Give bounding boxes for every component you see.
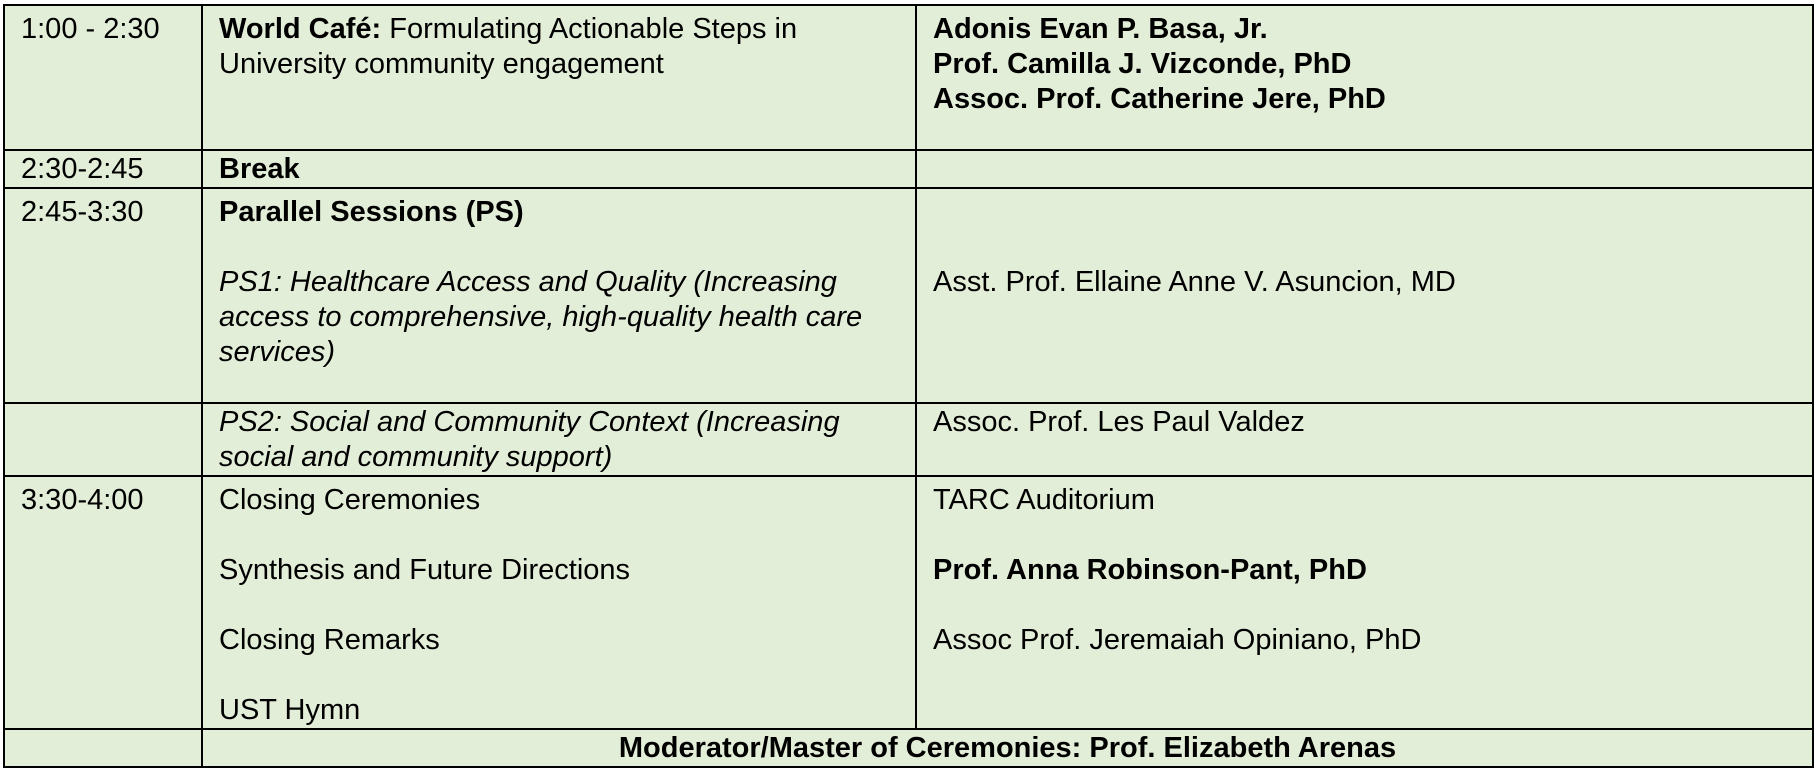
table-row xyxy=(4,5,1813,150)
activity-description: Formulating Actionable Steps in University community engagement xyxy=(219,13,798,80)
parallel-session-2: PS2: Social and Community Context (Increasing social and community support) xyxy=(219,406,840,473)
activity-cell xyxy=(202,403,916,476)
speaker-suffix: , PhD xyxy=(1292,554,1367,586)
activity-cell xyxy=(202,476,916,729)
moderator-text: Moderator/Master of Ceremonies: Prof. Elizabeth Arenas xyxy=(618,732,1397,764)
speaker-name: Assoc. Prof. Les Paul Valdez xyxy=(933,406,1305,438)
venue-text: TARC Auditorium xyxy=(933,484,1155,516)
speaker-name: Prof. Anna Robinson-Pant xyxy=(933,554,1293,586)
table-row xyxy=(4,150,1813,188)
activity-title: World Café: xyxy=(219,13,382,45)
table-row xyxy=(4,729,1813,767)
people-cell xyxy=(916,188,1813,403)
program-item: UST Hymn xyxy=(219,694,361,726)
time-cell xyxy=(4,729,202,767)
time-cell xyxy=(4,403,202,476)
time-text: 3:30-4:00 xyxy=(21,484,144,516)
parallel-session-1: PS1: Healthcare Access and Quality (Increasing access to comprehensive, high-quality health care services) xyxy=(219,266,863,368)
time-cell xyxy=(4,476,202,729)
time-cell xyxy=(4,150,202,188)
table-row xyxy=(4,476,1813,729)
speaker-name: Prof. Camilla J. Vizconde, PhD xyxy=(933,48,1352,80)
program-item: Closing Ceremonies xyxy=(219,484,481,516)
program-item: Closing Remarks xyxy=(219,624,440,656)
people-cell xyxy=(916,150,1813,188)
people-cell xyxy=(916,403,1813,476)
people-cell xyxy=(916,5,1813,150)
time-cell xyxy=(4,5,202,150)
speaker-name: Assoc. Prof. Catherine Jere, PhD xyxy=(933,83,1386,115)
program-item: Synthesis and Future Directions xyxy=(219,554,631,586)
time-text: 2:30-2:45 xyxy=(21,153,144,185)
activity-title: Break xyxy=(219,153,300,185)
activity-title: Parallel Sessions (PS) xyxy=(219,196,524,228)
speaker-name: Assoc Prof. Jeremaiah Opiniano, PhD xyxy=(933,624,1422,656)
moderator-cell xyxy=(202,729,1813,767)
table-row xyxy=(4,403,1813,476)
schedule-table xyxy=(3,4,1814,768)
speaker-name: Adonis Evan P. Basa, Jr. xyxy=(933,13,1268,45)
time-text: 1:00 - 2:30 xyxy=(21,13,160,45)
speaker-name: Asst. Prof. Ellaine Anne V. Asuncion, MD xyxy=(933,266,1456,298)
activity-cell xyxy=(202,150,916,188)
people-cell xyxy=(916,476,1813,729)
table-row xyxy=(4,188,1813,403)
activity-cell xyxy=(202,5,916,150)
activity-cell xyxy=(202,188,916,403)
time-cell xyxy=(4,188,202,403)
time-text: 2:45-3:30 xyxy=(21,196,144,228)
